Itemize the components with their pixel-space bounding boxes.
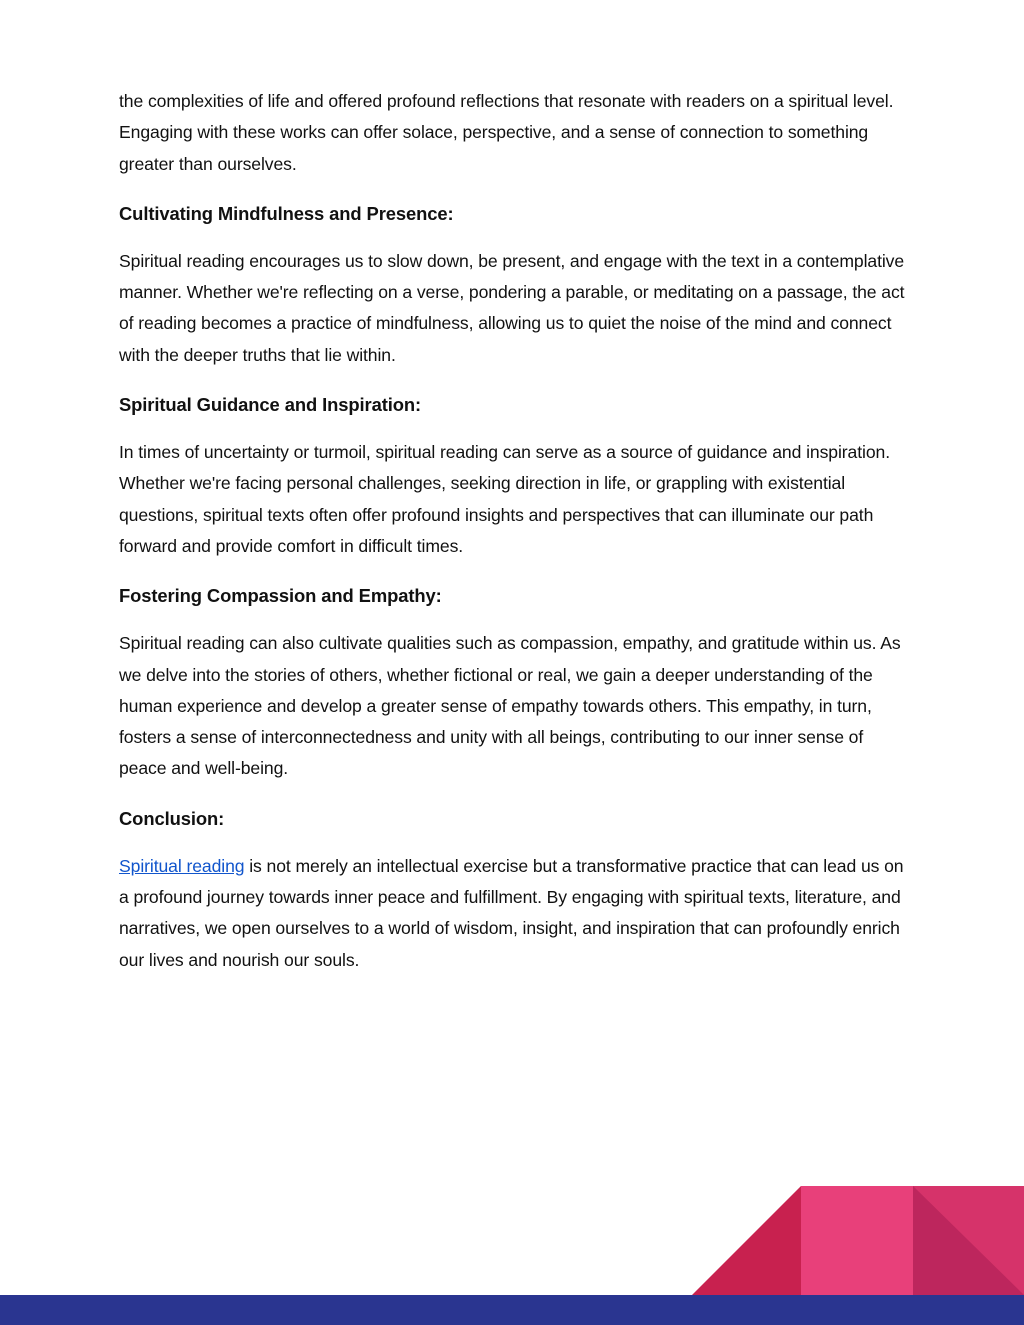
footer-bar [0, 1295, 1024, 1325]
section-heading-mindfulness: Cultivating Mindfulness and Presence: [119, 202, 454, 224]
footer-crimson-triangle [692, 1186, 801, 1295]
section-body-compassion: Spiritual reading can also cultivate qualities such as compassion, empathy, and gratitude within us. As we delve into the stories of others, whether fictional or real, we gain a deeper understanding of the human experience and develop a greater sense of empathy towards others. This empathy, in turn, fosters a sense of interconnectedness and unity with all beings, contributing to our inner sense of peace and well-being. [119, 633, 901, 779]
conclusion-heading: Conclusion: [119, 807, 225, 829]
spiritual-reading-link[interactable]: Spiritual reading [119, 855, 245, 876]
conclusion-body: is not merely an intellectual exercise but a transformative practice that can lead us on a profound journey towards inner peace and fulfillment. By engaging with spiritual texts, literature, and narratives, we open ourselves to a world of wisdom, insight, and inspiration that can profoundly enrich our lives and nourish our souls. [119, 855, 904, 970]
section-heading-guidance: Spiritual Guidance and Inspiration: [119, 394, 422, 416]
section-body-guidance: In times of uncertainty or turmoil, spiritual reading can serve as a source of guidance and inspiration. Whether we're facing personal challenges, seeking direction in life, or grappling with existential questions, spiritual texts often offer profound insights and perspectives that can illuminate our path forward and provide comfort in difficult times. [119, 442, 890, 556]
footer-pink-block [801, 1186, 914, 1295]
section-body-mindfulness: Spiritual reading encourages us to slow down, be present, and engage with the text in a contemplative manner. Whether we're reflecting on a verse, pondering a parable, or meditating on a passage, the act of reading becomes a practice of mindfulness, allowing us to quiet the noise of the mind and connect with the deeper truths that lie within. [119, 250, 905, 365]
intro-paragraph: the complexities of life and offered profound reflections that resonate with readers on a spiritual level. Engaging with these works can offer solace, perspective, and a sense of connection to something greater than ourselves. [119, 91, 894, 174]
section-heading-compassion: Fostering Compassion and Empathy: [119, 585, 442, 607]
